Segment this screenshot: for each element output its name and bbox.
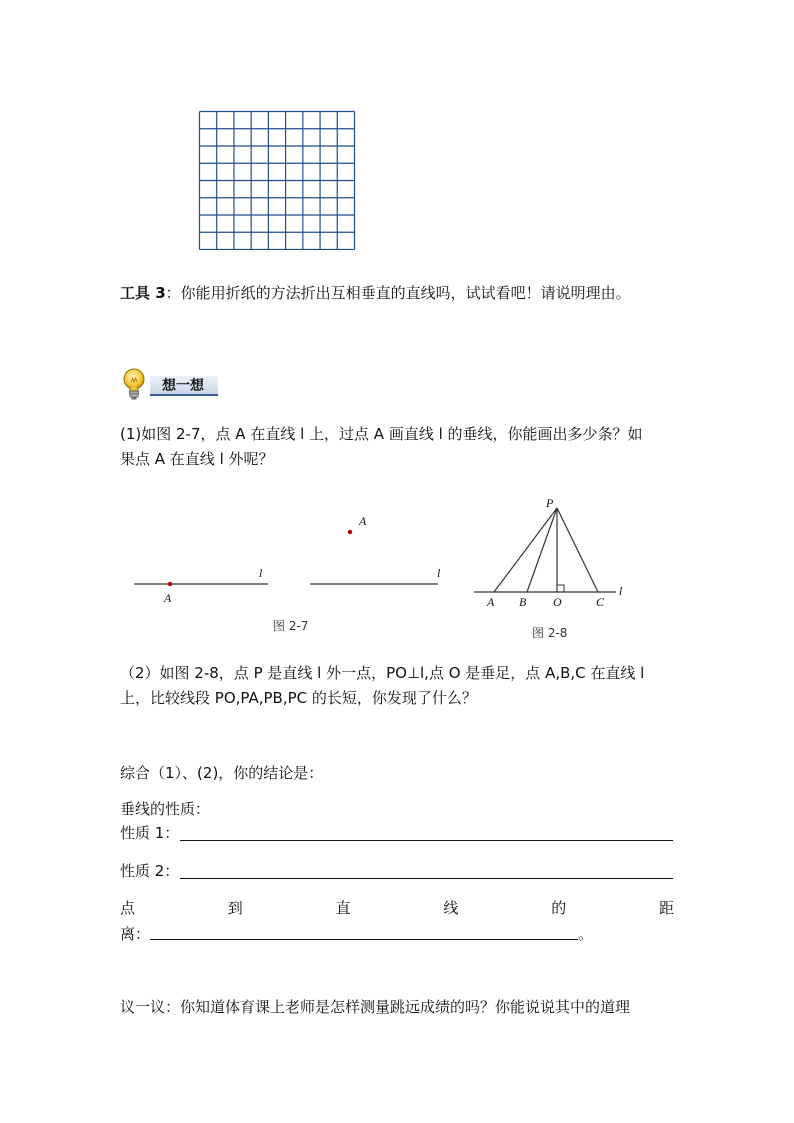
q2-line2: 上，比较线段 PO,PA,PB,PC 的长短，你发现了什么？	[120, 689, 477, 707]
property1-answer-line[interactable]	[180, 840, 673, 841]
discuss-text: 议一议：你知道体育课上老师是怎样测量跳远成绩的吗？你能说说其中的道理	[120, 998, 631, 1016]
point-a-off-line	[348, 530, 352, 534]
point-a-on-line	[168, 582, 172, 586]
fig28-label-a: A	[487, 595, 495, 609]
property1-label: 性质 1：	[120, 824, 180, 842]
q1-line1: (1)如图 2-7，点 A 在直线 l 上，过点 A 画直线 l 的垂线，你能画出多少条？如	[120, 425, 643, 443]
fig28-label-l: l	[619, 584, 623, 598]
think-banner: 想一想	[150, 376, 218, 396]
perpendicular-properties-heading: 垂线的性质：	[120, 800, 211, 818]
fig28-label-b: B	[519, 595, 527, 609]
property2-label: 性质 2：	[120, 862, 180, 880]
fig27-label-l-right: l	[437, 566, 441, 580]
distance-period: 。	[578, 925, 594, 943]
fig28-label-p: P	[546, 496, 554, 510]
distance-char: 线	[443, 899, 459, 917]
square-grid	[198, 110, 356, 250]
lightbulb-icon	[120, 366, 150, 404]
fig27-label-l-left: l	[259, 566, 263, 580]
distance-char: 距	[658, 899, 674, 917]
distance-line2-label: 离：	[120, 925, 151, 943]
property2-answer-line[interactable]	[180, 878, 673, 879]
distance-line1	[120, 898, 674, 918]
segment-pa	[494, 508, 557, 592]
figure-2-8	[470, 500, 630, 610]
fig28-caption: 图 2-8	[532, 626, 568, 640]
distance-char: 直	[335, 899, 351, 917]
fig28-label-o: O	[553, 595, 562, 609]
right-angle-mark	[557, 585, 564, 592]
tool3-label: 工具 3	[120, 284, 166, 302]
tool3-paragraph	[120, 283, 631, 303]
q1-line2: 果点 A 在直线 l 外呢？	[120, 450, 274, 468]
tool3-text: ：你能用折纸的方法折出互相垂直的直线吗，试试看吧！请说明理由。	[165, 284, 631, 302]
distance-char: 的	[551, 899, 567, 917]
segment-pc	[557, 508, 598, 592]
segment-pb	[527, 508, 557, 592]
fig27-label-a-off: A	[359, 514, 367, 528]
fig27-caption: 图 2-7	[273, 619, 309, 633]
distance-char: 到	[227, 899, 243, 917]
summary-intro: 综合（1）、(2)，你的结论是：	[120, 764, 324, 782]
fig27-label-a: A	[164, 591, 172, 605]
fig28-label-c: C	[596, 595, 605, 609]
distance-answer-line[interactable]	[150, 939, 578, 940]
distance-char: 点	[120, 899, 136, 917]
q2-line1: （2）如图 2-8，点 P 是直线 l 外一点，PO⊥l,点 O 是垂足，点 A,B,C 在直线 l	[120, 664, 645, 682]
